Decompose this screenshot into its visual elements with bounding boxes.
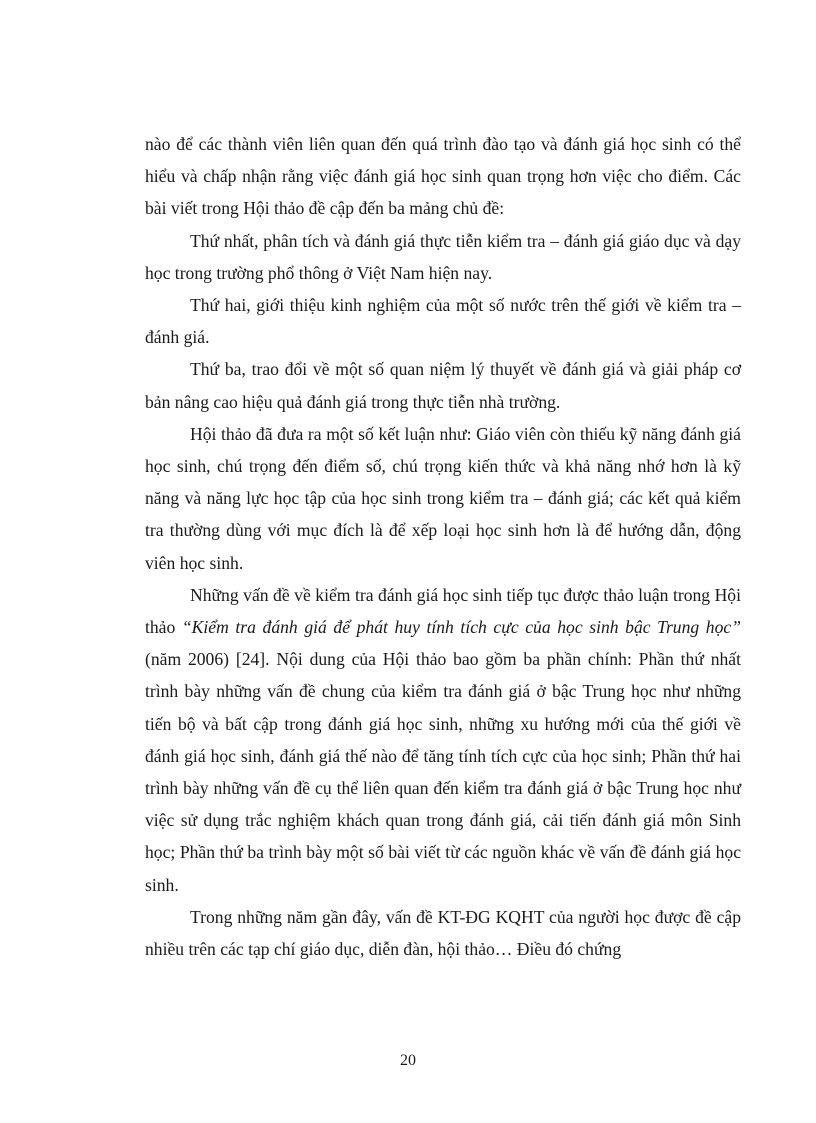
paragraph-6-text-after: (năm 2006) [24]. Nội dung của Hội thảo bao gồm ba phần chính: Phần thứ nhất trình bày những vấn đề chung của kiểm tra đánh giá ở bậc Trung học như những tiến bộ và bất cập trong đánh giá học sinh, những xu hướng mới của thế giới về đánh giá học sinh, đánh giá thế nào để tăng tính tích cực của học sinh; Phần thứ hai trình bày những vấn đề cụ thể liên quan đến kiểm tra đánh giá ở bậc Trung học như việc sử dụng trắc nghiệm khách quan trong đánh giá, cải tiến đánh giá môn Sinh học; Phần thứ ba trình bày một số bài viết từ các nguồn khác về vấn đề đánh giá học sinh. [145,649,741,895]
paragraph-6 [145,579,741,901]
paragraph-1: nào để các thành viên liên quan đến quá trình đào tạo và đánh giá học sinh có thể hiểu và chấp nhận rằng việc đánh giá học sinh quan trọng hơn việc cho điểm. Các bài viết trong Hội thảo đề cập đến ba mảng chủ đề: [145,134,741,219]
paragraph-2: Thứ nhất, phân tích và đánh giá thực tiễn kiểm tra – đánh giá giáo dục và dạy học trong trường phổ thông ở Việt Nam hiện nay. [145,230,741,283]
paragraph-4: Thứ ba, trao đổi về một số quan niệm lý thuyết về đánh giá và giải pháp cơ bản nâng cao hiệu quả đánh giá trong thực tiễn nhà trường. [145,359,741,412]
paragraph-7: Trong những năm gần đây, vấn đề KT-ĐG KQHT của người học được đề cập nhiều trên các tạp chí giáo dục, diễn đàn, hội thảo… Điều đó chứng [145,906,741,960]
paragraph-3: Thứ hai, giới thiệu kinh nghiệm của một số nước trên thế giới về kiểm tra – đánh giá. [145,295,741,348]
paragraph-5: Hội thảo đã đưa ra một số kết luận như: Giáo viên còn thiếu kỹ năng đánh giá học sinh, chú trọng đến điểm số, chú trọng kiến thức và khả năng nhớ hơn là kỹ năng và năng lực học tập của học sinh trong kiểm tra – đánh giá; các kết quả kiểm tra thường dùng với mục đích là để xếp loại học sinh hơn là để hướng dẫn, động viên học sinh. [145,423,741,573]
page-number: 20 [400,1052,416,1069]
body-text [145,128,741,965]
conference-title: “Kiểm tra đánh giá để phát huy tính tích cực của học sinh bậc Trung học” [181,617,741,638]
paragraph-6-text-before: Những vấn đề về kiểm tra đánh giá học sinh tiếp tục được thảo luận trong Hội thảo [145,584,741,638]
